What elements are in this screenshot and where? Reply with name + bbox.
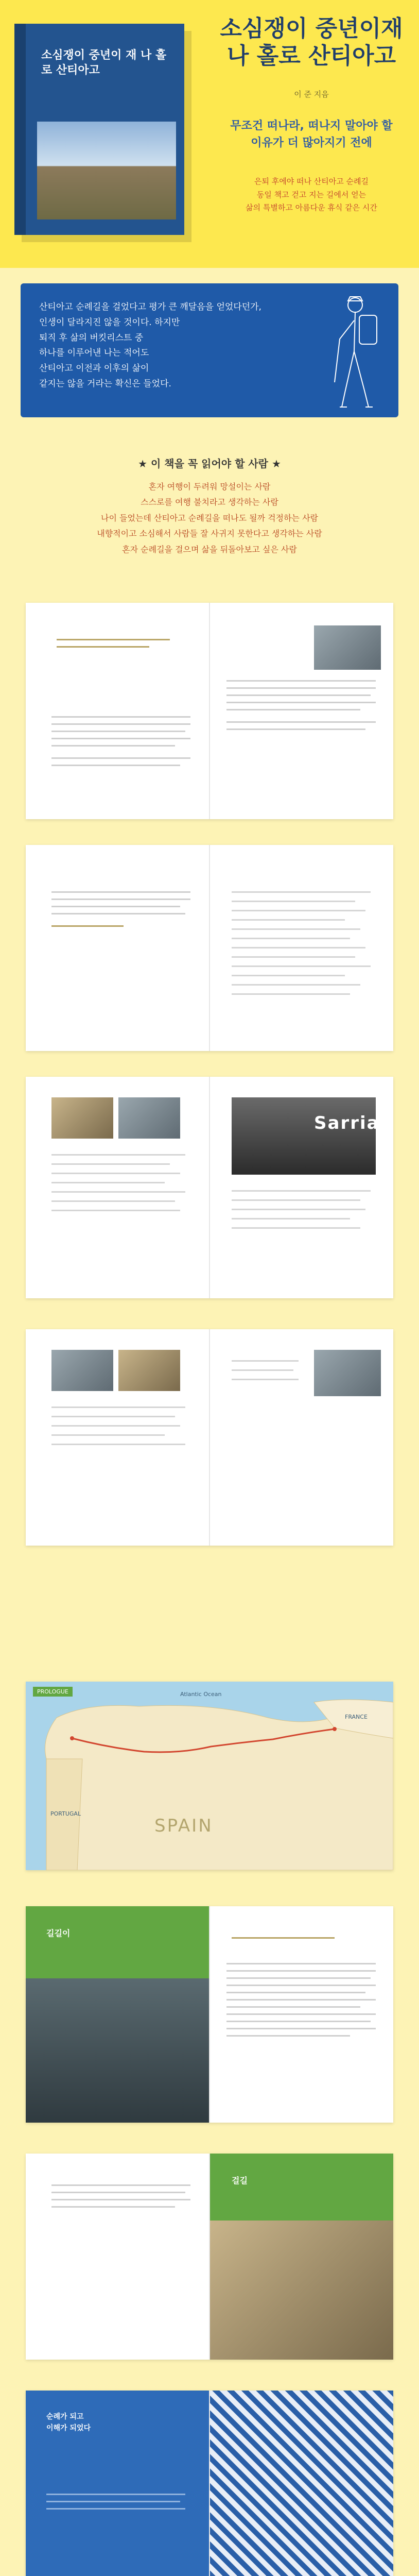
text-line [226, 2021, 371, 2022]
toc-row [232, 910, 365, 911]
text-line [226, 2035, 350, 2037]
photo [118, 1097, 180, 1139]
spread-gutter [209, 1906, 210, 2123]
text-line [51, 913, 185, 914]
text-line [232, 1937, 335, 1939]
tagline-line1: 무조건 떠나라, 떠나지 말아야 할 [230, 120, 393, 132]
route-end-marker [70, 1736, 74, 1740]
toc-row [51, 1163, 170, 1165]
sarria-label: Sarria [314, 1113, 380, 1133]
route-map-graphic [26, 1682, 393, 1870]
recommend-list [0, 479, 419, 557]
text-line [51, 765, 180, 766]
street-photo [210, 2221, 393, 2360]
closing-label-2: 이해가 되었다 [46, 2424, 91, 2432]
photo [51, 1097, 113, 1139]
desc-line1: 은퇴 후에야 떠나 산티아고 순례길 [254, 177, 369, 186]
text-line [51, 891, 190, 893]
intro-text [39, 300, 281, 392]
text-line [57, 646, 149, 648]
recommend-item: 스스로를 여행 불치라고 생각하는 사람 [141, 497, 278, 507]
text-line [51, 906, 180, 907]
toc-row [232, 1218, 350, 1219]
text-line [51, 2192, 185, 2193]
text-line [46, 2501, 180, 2502]
recommend-item: 혼자 여행이 두려워 망설이는 사람 [148, 482, 271, 492]
text-line [226, 728, 365, 730]
spain-label: SPAIN [154, 1816, 213, 1836]
recommend-item: 내향적이고 소심해서 사람들 잘 사귀지 못한다고 생각하는 사람 [97, 529, 322, 539]
intro-section [0, 268, 419, 433]
sarria-photo [232, 1097, 376, 1175]
text-line [226, 687, 376, 689]
toc-row [51, 1406, 185, 1408]
text-line [226, 1992, 365, 1993]
text-line [46, 2508, 185, 2510]
toc-row [232, 947, 365, 948]
hero-title-line1: 소심쟁이 중년이재 [220, 15, 403, 42]
text-line [51, 757, 190, 759]
intro-line3: 퇴직 후 삶의 버킷리스트 중 [39, 332, 144, 343]
text-line [226, 1999, 376, 2001]
toc-row [232, 901, 355, 902]
hero-description [216, 175, 407, 215]
text-line [51, 723, 190, 725]
text-line [226, 721, 376, 723]
hero-tagline [216, 117, 407, 151]
book-spread-5 [26, 1906, 393, 2123]
text-line [46, 2494, 185, 2495]
recommend-item: 나이 들었는데 산티아고 순례길을 떠나도 될까 걱정하는 사람 [100, 513, 318, 523]
intro-line6: 같지는 않을 거라는 확신은 들었다. [39, 378, 171, 389]
book-spread-sarria [26, 1077, 393, 1298]
green-label: 걸길 [232, 2176, 248, 2185]
toc-row [51, 1191, 185, 1193]
green-label: 길길이 [46, 1928, 71, 1938]
toc-row [51, 1444, 185, 1445]
text-line [51, 738, 190, 739]
text-line [226, 1977, 371, 1979]
toc-row [51, 1154, 185, 1156]
toc-row [232, 965, 371, 967]
text-line [226, 680, 376, 682]
hero-section [0, 0, 419, 268]
recommend-title: ★ 이 책을 꼭 읽어야 할 사람 ★ [138, 457, 281, 470]
toc-row [232, 975, 345, 976]
map-title: PROLOGUE [33, 1687, 73, 1697]
toc-row [232, 891, 371, 893]
desc-line2: 동일 책고 걷고 지는 길에서 얻는 [256, 190, 366, 199]
intro-line2: 인생이 달라지진 않을 것이다. 하지만 [39, 317, 180, 328]
text-line [226, 709, 360, 710]
spread-gutter [209, 845, 210, 1051]
book-spine [14, 24, 26, 235]
toc-row [232, 938, 350, 939]
toc-row [51, 1425, 180, 1427]
hero-title [216, 15, 407, 70]
toc-row [232, 1199, 360, 1201]
green-block [210, 2154, 393, 2221]
spread-gutter [209, 1077, 210, 1298]
hiker-illustration-icon [319, 290, 391, 413]
toc-row [232, 1369, 293, 1371]
recommend-item: 혼자 순례길을 걸으며 삶을 뒤돌아보고 싶은 사람 [122, 544, 297, 554]
photo [51, 1350, 113, 1391]
toc-row [232, 1190, 371, 1192]
spread-gutter [209, 1329, 210, 1546]
toc-row [232, 993, 350, 995]
toc-row [51, 1210, 180, 1211]
closing-label-1: 순례가 되고 [46, 2413, 84, 2421]
toc-row [232, 1209, 365, 1210]
photo [314, 1350, 381, 1396]
photo [314, 625, 381, 670]
text-line [226, 2006, 360, 2008]
toc-row [51, 1182, 165, 1183]
text-line [51, 745, 175, 747]
toc-row [51, 1434, 165, 1436]
text-line [226, 702, 376, 703]
intro-line5: 산티아고 이전과 이후의 삶이 [39, 363, 149, 374]
toc-row [232, 984, 360, 986]
hero-title-line2: 나 홀로 산티아고 [226, 42, 396, 69]
green-block [26, 1906, 209, 1978]
toc-row [232, 1227, 360, 1229]
hero-author: 이 준 지음 [294, 90, 329, 99]
intro-line4: 하나를 이루어낸 나는 적어도 [39, 348, 149, 359]
book-cover-photo [37, 122, 176, 219]
text-line [51, 2206, 175, 2208]
toc-row [232, 1360, 299, 1362]
book-spread-toc [26, 845, 393, 1051]
portugal-label: PORTUGAL [50, 1810, 81, 1817]
text-line [226, 2013, 376, 2015]
text-line [226, 694, 371, 696]
spread-gutter [209, 603, 210, 819]
text-line [57, 639, 170, 640]
toc-row [232, 956, 355, 958]
text-line [226, 1970, 376, 1972]
toc-row [232, 1379, 299, 1380]
toc-row [51, 1416, 175, 1417]
sea-label: Atlantic Ocean [180, 1691, 222, 1698]
book-cover [14, 24, 184, 235]
text-line [51, 716, 190, 718]
book-spread-1 [26, 603, 393, 819]
toc-row [232, 928, 360, 930]
intro-box [21, 283, 398, 417]
tile-photo [210, 2391, 393, 2576]
photo [118, 1350, 180, 1391]
route-start-marker [333, 1727, 337, 1731]
toc-row [51, 1173, 180, 1174]
desc-line3: 삶의 특별하고 아름다운 휴식 같은 시간 [246, 203, 377, 212]
book-spread-4 [26, 1329, 393, 1546]
book-cover-title: 소심쟁이 중년이 재 나 홀로 산티아고 [41, 49, 167, 77]
text-line [226, 1963, 376, 1964]
toc-row [232, 919, 345, 921]
text-line [51, 925, 124, 927]
camino-route-map [26, 1682, 393, 1870]
book-spread-6 [26, 2154, 393, 2360]
toc-row [51, 1200, 175, 1202]
crowd-photo [26, 1978, 209, 2123]
text-line [226, 1985, 376, 1986]
intro-line1: 산티아고 순례길을 걸었다고 평가 큰 깨달음을 얻었다던가, [39, 302, 261, 312]
text-line [51, 2199, 190, 2200]
text-line [51, 2184, 190, 2186]
text-line [51, 899, 190, 900]
france-label: FRANCE [345, 1714, 368, 1720]
book-spread-7 [26, 2391, 393, 2576]
text-line [226, 2028, 376, 2029]
text-line [51, 731, 185, 732]
tagline-line2: 이유가 더 많아지기 전에 [251, 137, 372, 149]
